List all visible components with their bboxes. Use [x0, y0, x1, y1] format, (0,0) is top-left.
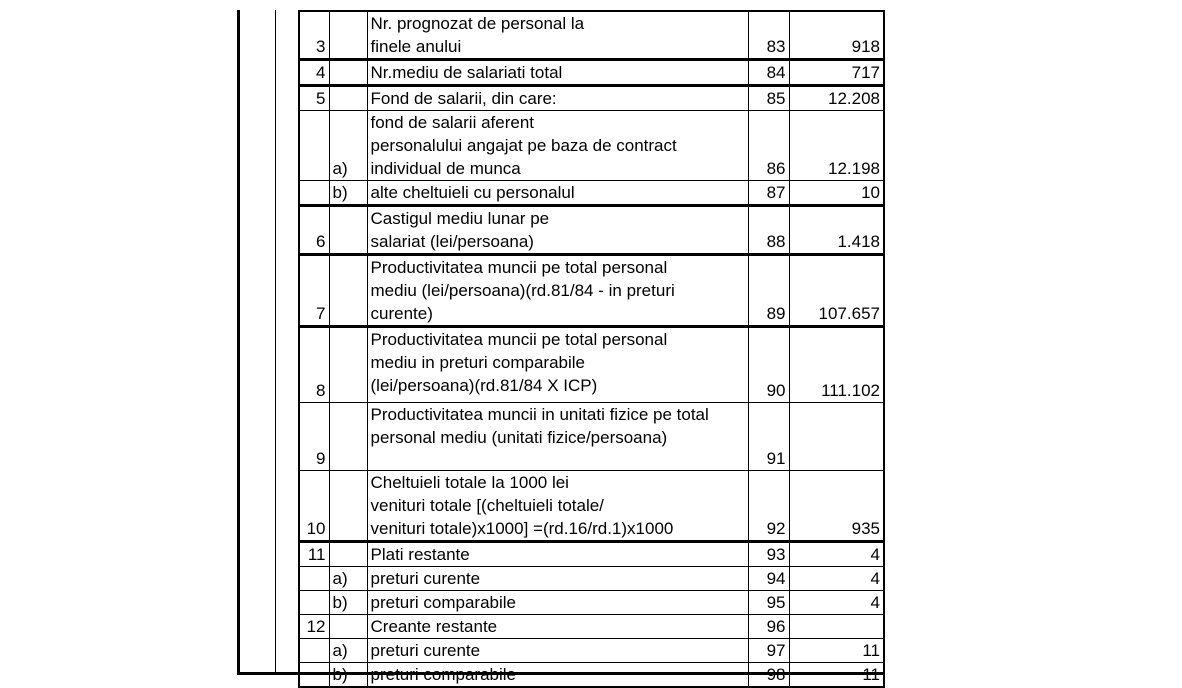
value-cell: 4	[789, 542, 884, 567]
table-row	[299, 591, 884, 615]
sub-item-cell	[329, 542, 367, 567]
row-number-cell: 10	[299, 471, 329, 542]
description-cell: Nr.mediu de salariati total	[367, 60, 748, 86]
row-number-cell	[299, 663, 329, 688]
row-number-cell: 3	[299, 11, 329, 60]
row-number-cell: 5	[299, 86, 329, 111]
sub-item-cell	[329, 86, 367, 111]
description-cell: Fond de salarii, din care:	[367, 86, 748, 111]
indicator-table-wrapper	[298, 10, 885, 688]
row-number-cell	[299, 111, 329, 181]
table-row	[299, 567, 884, 591]
row-code-cell: 92	[748, 471, 789, 542]
sub-item-cell	[329, 11, 367, 60]
sub-item-cell	[329, 403, 367, 471]
table-row	[299, 86, 884, 111]
value-cell: 11	[789, 639, 884, 663]
row-code-cell: 87	[748, 181, 789, 206]
description-cell: preturi comparabile	[367, 663, 748, 688]
left-frame-line-inner	[275, 10, 276, 674]
description-cell: Productivitatea muncii pe total personal mediu (lei/persoana)(rd.81/84 - in preturi curente)	[367, 255, 748, 327]
table-row	[299, 327, 884, 403]
table-row	[299, 471, 884, 542]
value-cell: 717	[789, 60, 884, 86]
sub-item-cell: b)	[329, 663, 367, 688]
table-row	[299, 181, 884, 206]
description-cell: Creante restante	[367, 615, 748, 639]
value-cell: 1.418	[789, 206, 884, 255]
table-row	[299, 403, 884, 471]
table-row	[299, 206, 884, 255]
sub-item-cell	[329, 60, 367, 86]
sub-item-cell	[329, 206, 367, 255]
table-row	[299, 255, 884, 327]
table-row	[299, 60, 884, 86]
sub-item-cell: b)	[329, 181, 367, 206]
description-cell: preturi comparabile	[367, 591, 748, 615]
row-code-cell: 90	[748, 327, 789, 403]
sub-item-cell	[329, 615, 367, 639]
row-number-cell: 8	[299, 327, 329, 403]
value-cell: 4	[789, 567, 884, 591]
sub-item-cell	[329, 255, 367, 327]
table-row	[299, 542, 884, 567]
indicator-table-body	[299, 11, 884, 687]
row-code-cell: 97	[748, 639, 789, 663]
value-cell: 107.657	[789, 255, 884, 327]
table-row	[299, 11, 884, 60]
row-code-cell: 93	[748, 542, 789, 567]
description-cell: Cheltuieli totale la 1000 lei venituri totale [(cheltuieli totale/ venituri totale)x1000] =(rd.16/rd.1)x1000	[367, 471, 748, 542]
left-frame-line-outer	[237, 10, 240, 674]
row-number-cell: 9	[299, 403, 329, 471]
value-cell	[789, 403, 884, 471]
description-cell: preturi curente	[367, 639, 748, 663]
row-code-cell: 89	[748, 255, 789, 327]
sub-item-cell: a)	[329, 567, 367, 591]
row-code-cell: 94	[748, 567, 789, 591]
row-code-cell: 95	[748, 591, 789, 615]
sub-item-cell	[329, 327, 367, 403]
row-number-cell	[299, 181, 329, 206]
row-number-cell	[299, 591, 329, 615]
value-cell: 12.198	[789, 111, 884, 181]
value-cell: 4	[789, 591, 884, 615]
row-number-cell	[299, 639, 329, 663]
description-cell: preturi curente	[367, 567, 748, 591]
row-code-cell: 86	[748, 111, 789, 181]
row-code-cell: 96	[748, 615, 789, 639]
description-cell: Productivitatea muncii in unitati fizice pe total personal mediu (unitati fizice/persoana)	[367, 403, 748, 471]
description-cell: Castigul mediu lunar pe salariat (lei/persoana)	[367, 206, 748, 255]
value-cell: 918	[789, 11, 884, 60]
row-code-cell: 91	[748, 403, 789, 471]
description-cell: Nr. prognozat de personal la finele anului	[367, 11, 748, 60]
sub-item-cell: b)	[329, 591, 367, 615]
value-cell	[789, 615, 884, 639]
sub-item-cell: a)	[329, 111, 367, 181]
value-cell: 12.208	[789, 86, 884, 111]
description-cell: alte cheltuieli cu personalul	[367, 181, 748, 206]
row-code-cell: 98	[748, 663, 789, 688]
table-row	[299, 639, 884, 663]
row-code-cell: 88	[748, 206, 789, 255]
table-row	[299, 615, 884, 639]
value-cell: 10	[789, 181, 884, 206]
row-code-cell: 83	[748, 11, 789, 60]
description-cell: Plati restante	[367, 542, 748, 567]
row-code-cell: 85	[748, 86, 789, 111]
value-cell: 11	[789, 663, 884, 688]
sub-item-cell	[329, 471, 367, 542]
row-number-cell: 12	[299, 615, 329, 639]
table-row	[299, 111, 884, 181]
description-cell: fond de salarii aferent personalului angajat pe baza de contract individual de munca	[367, 111, 748, 181]
row-number-cell: 4	[299, 60, 329, 86]
row-code-cell: 84	[748, 60, 789, 86]
sub-item-cell: a)	[329, 639, 367, 663]
table-row	[299, 663, 884, 688]
description-cell: Productivitatea muncii pe total personal mediu in preturi comparabile (lei/persoana)(rd.81/84 X ICP)	[367, 327, 748, 403]
row-number-cell: 11	[299, 542, 329, 567]
row-number-cell	[299, 567, 329, 591]
value-cell: 111.102	[789, 327, 884, 403]
indicator-table	[298, 10, 885, 688]
row-number-cell: 6	[299, 206, 329, 255]
value-cell: 935	[789, 471, 884, 542]
row-number-cell: 7	[299, 255, 329, 327]
